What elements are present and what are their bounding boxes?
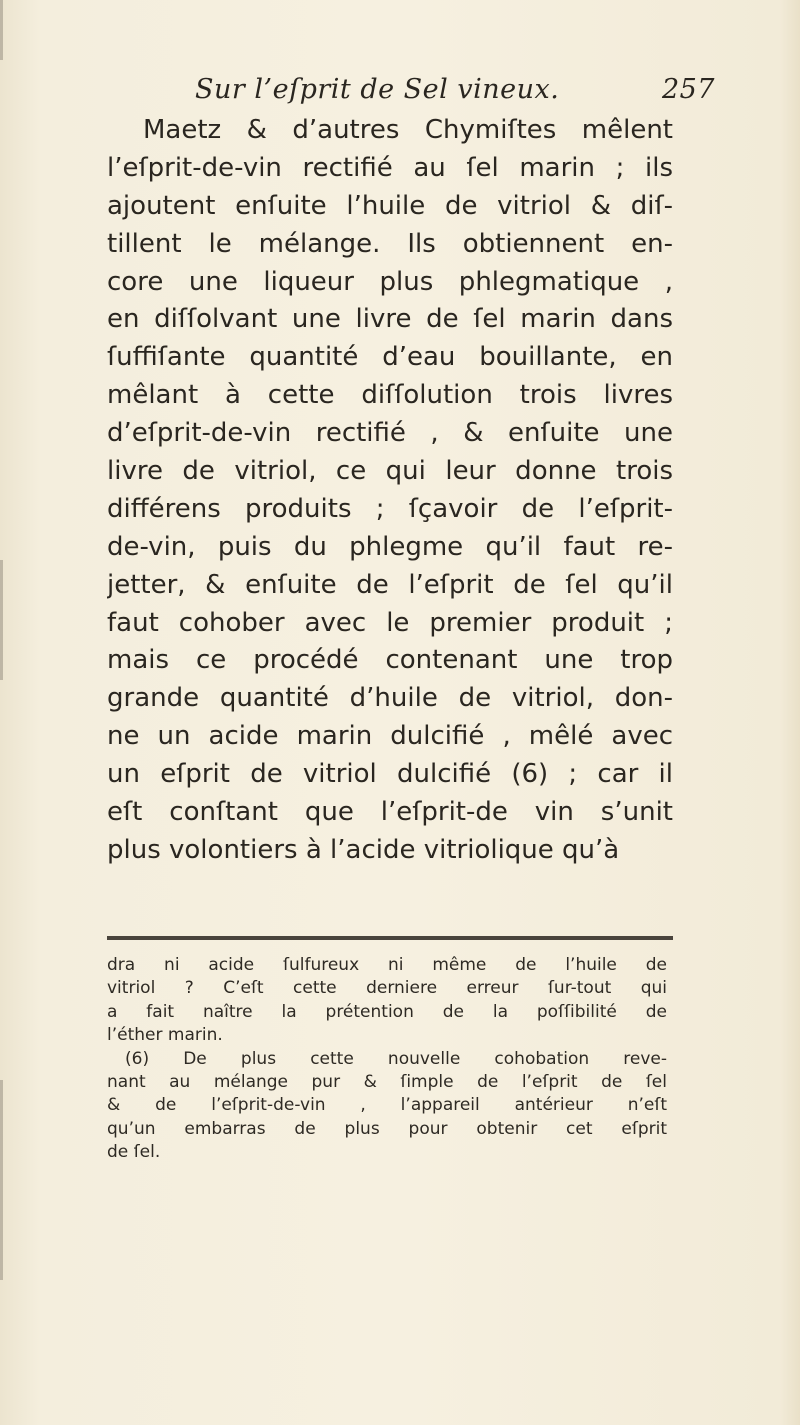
text-line: eſt conſtant que l’eſprit-de vin s’unit	[107, 797, 673, 828]
text-line: d’eſprit-de-vin rectifié , & enſuite une	[107, 418, 673, 449]
footnote-line: & de l’eſprit-de-vin , l’appareil antérieur n’eſt	[107, 1095, 667, 1116]
binding-shadow	[0, 560, 3, 680]
running-title: Sur l’eſprit de Sel vineux.	[195, 74, 560, 105]
text-line: plus volontiers à l’acide vitriolique qu’à	[107, 834, 620, 865]
footnote-line: qu’un embarras de plus pour obtenir cet eſprit	[107, 1118, 667, 1139]
binding-shadow	[0, 0, 3, 60]
text-line: ne un acide marin dulcifié , mêlé avec	[107, 721, 673, 752]
text-line: l’eſprit-de-vin rectifié au ſel marin ; ils	[107, 152, 673, 183]
footnote-line: nant au mélange pur & ſimple de l’eſprit de ſel	[107, 1071, 667, 1092]
footnote-line: de ſel.	[107, 1142, 161, 1163]
text-line: en diſſolvant une livre de ſel marin dans	[107, 304, 673, 335]
text-line: tillent le mélange. Ils obtiennent en-	[107, 228, 673, 259]
footnote-line: vitriol ? C’eſt cette derniere erreur ſur-tout qui	[107, 978, 667, 999]
text-line: différens produits ; ſçavoir de l’eſprit-	[107, 493, 673, 524]
footnote-separator-rule	[107, 936, 673, 940]
text-line: livre de vitriol, ce qui leur donne trois	[107, 456, 673, 487]
text-line: grande quantité d’huile de vitriol, don-	[107, 683, 673, 714]
text-line: ſuffiſante quantité d’eau bouillante, en	[107, 342, 673, 373]
text-line: faut cohober avec le premier produit ;	[107, 607, 673, 638]
text-line: core une liqueur plus phlegmatique ,	[107, 266, 673, 297]
text-line: mêlant à cette diſſolution trois livres	[107, 380, 673, 411]
footnotes	[107, 954, 667, 1165]
text-line: jetter, & enſuite de l’eſprit de ſel qu’il	[107, 569, 673, 600]
binding-shadow	[0, 1080, 3, 1280]
text-line: de-vin, puis du phlegme qu’il faut re-	[107, 531, 673, 562]
text-line: ajoutent enſuite l’huile de vitriol & diſ-	[107, 190, 673, 221]
running-header	[195, 74, 715, 114]
text-line: un eſprit de vitriol dulcifié (6) ; car il	[107, 759, 673, 790]
text-line: mais ce procédé contenant une trop	[107, 645, 673, 676]
main-text	[107, 112, 673, 870]
footnote-line: a fait naître la prétention de la poſſibilité de	[107, 1001, 667, 1022]
footnote-line: dra ni acide ſulfureux ni même de l’huile de	[107, 955, 667, 975]
page-number: 257	[661, 74, 715, 105]
text-line: Maetz & d’autres Chymiſtes mêlent	[143, 115, 673, 145]
footnote-line: l’éther marin.	[107, 1025, 223, 1046]
footnote-line: (6) De plus cette nouvelle cohobation reve-	[125, 1048, 667, 1069]
